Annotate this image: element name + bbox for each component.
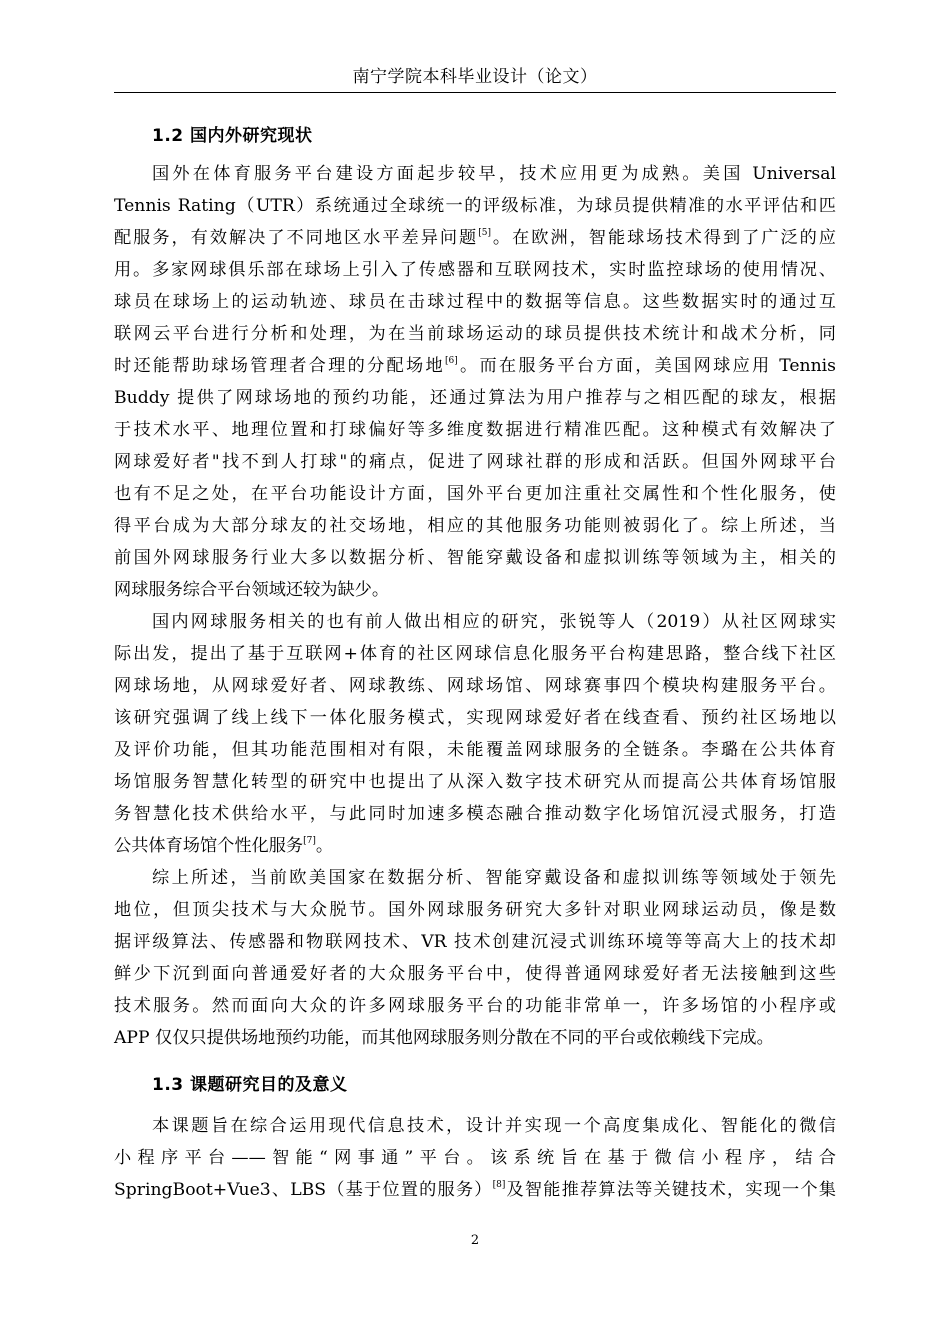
paragraph-line <box>114 675 836 697</box>
text-run: 前国外网球服务行业大多以数据分析、智能穿戴设备和虚拟训练等领域为主，相关的 <box>114 548 836 568</box>
citation-marker: [7] <box>303 836 316 846</box>
paragraph-line <box>114 739 836 761</box>
text-run: APP 仅仅只提供场地预约功能，而其他网球服务则分散在不同的平台或依赖线下完成。 <box>114 1028 774 1048</box>
text-run: 用。多家网球俱乐部在球场上引入了传感器和互联网技术，实时监控球场的使用情况、 <box>114 260 836 280</box>
paragraph-line <box>114 259 836 281</box>
text-run: 联网云平台进行分析和处理，为在当前球场运动的球员提供技术统计和战术分析，同 <box>114 324 836 344</box>
paragraph-line <box>114 579 836 601</box>
paragraph-line <box>114 355 836 377</box>
page-number: 2 <box>470 1233 480 1248</box>
text-run: 场馆服务智慧化转型的研究中也提出了从深入数字技术研究从而提高公共体育场馆服 <box>114 772 836 792</box>
text-run: Tennis Rating（UTR）系统通过全球统一的评级标准，为球员提供精准的水平评估和匹 <box>114 196 836 216</box>
text-run: 及智能推荐算法等关键技术，实现一个集 <box>505 1180 836 1200</box>
paragraph-line <box>114 547 836 569</box>
header-rule <box>114 92 836 93</box>
section-heading-1-3: 1.3 课题研究目的及意义 <box>152 1075 348 1095</box>
paragraph-line <box>152 867 836 889</box>
paragraph-line <box>114 323 836 345</box>
running-header: 南宁学院本科毕业设计（论文） <box>352 67 598 87</box>
text-run: 配服务，有效解决了不同地区水平差异问题 <box>114 228 479 248</box>
text-run: 小程序平台——智能“网事通”平台。该系统旨在基于微信小程序，结合 <box>114 1148 836 1168</box>
paragraph-line <box>114 1027 836 1049</box>
paragraph-line <box>114 419 836 441</box>
text-run: 得平台成为大部分球友的社交场地，相应的其他服务功能则被弱化了。综上所述，当 <box>114 516 836 536</box>
paragraph-line <box>114 803 836 825</box>
paragraph-line <box>114 707 836 729</box>
text-run: 也有不足之处，在平台功能设计方面，国外平台更加注重社交属性和个性化服务，使 <box>114 484 836 504</box>
paragraph-line <box>114 899 836 921</box>
text-run: 际出发，提出了基于互联网+体育的社区网球信息化服务平台构建思路，整合线下社区 <box>114 644 836 664</box>
citation-marker: [6] <box>444 356 458 366</box>
text-run: 网球爱好者"找不到人打球"的痛点，促进了网球社群的形成和活跃。但国外网球平台 <box>114 452 836 472</box>
paragraph-line <box>152 1115 836 1137</box>
text-run: 国内网球服务相关的也有前人做出相应的研究，张锐等人（2019）从社区网球实 <box>152 612 836 632</box>
text-run: 于技术水平、地理位置和打球偏好等多维度数据进行精准匹配。这种模式有效解决了 <box>114 420 836 440</box>
text-run: 该研究强调了线上线下一体化服务模式，实现网球爱好者在线查看、预约社区场地以 <box>114 708 836 728</box>
paragraph-line <box>152 611 836 633</box>
text-run: 网球服务综合平台领域还较为缺少。 <box>114 580 390 600</box>
citation-marker: [5] <box>478 228 491 238</box>
paragraph-line <box>114 483 836 505</box>
text-run: Buddy 提供了网球场地的预约功能，还通过算法为用户推荐与之相匹配的球友，根据 <box>114 388 836 408</box>
paragraph-line <box>114 451 836 473</box>
paragraph-line <box>114 291 836 313</box>
text-run: 据评级算法、传感器和物联网技术、VR 技术创建沉浸式训练环境等等高大上的技术却 <box>114 932 836 952</box>
text-run: SpringBoot+Vue3、LBS（基于位置的服务） <box>114 1180 493 1200</box>
paragraph-line <box>114 643 836 665</box>
text-run: 网球场地，从网球爱好者、网球教练、网球场馆、网球赛事四个模块构建服务平台。 <box>114 676 836 696</box>
text-run: 综上所述，当前欧美国家在数据分析、智能穿戴设备和虚拟训练等领域处于领先 <box>152 868 836 888</box>
text-run: 国外在体育服务平台建设方面起步较早，技术应用更为成熟。美国 Universal <box>152 164 836 184</box>
paragraph-line <box>152 163 836 185</box>
citation-marker: [8] <box>492 1180 506 1190</box>
text-run: 。在欧洲，智能球场技术得到了广泛的应 <box>490 228 836 248</box>
paragraph-line <box>114 1147 836 1169</box>
paragraph-line <box>114 995 836 1017</box>
text-run: 本课题旨在综合运用现代信息技术，设计并实现一个高度集成化、智能化的微信 <box>152 1116 836 1136</box>
paragraph-line <box>114 227 836 249</box>
paragraph-line <box>114 387 836 409</box>
text-run: 公共体育场馆个性化服务 <box>114 836 304 856</box>
section-heading-1-2: 1.2 国内外研究现状 <box>152 126 313 146</box>
text-run: 地位，但顶尖技术与大众脱节。国外网球服务研究大多针对职业网球运动员，像是数 <box>114 900 836 920</box>
paragraph-line <box>114 931 836 953</box>
text-run: 。而在服务平台方面，美国网球应用 Tennis <box>457 356 836 376</box>
text-run: 鲜少下沉到面向普通爱好者的大众服务平台中，使得普通网球爱好者无法接触到这些 <box>114 964 836 984</box>
text-run: 球员在球场上的运动轨迹、球员在击球过程中的数据等信息。这些数据实时的通过互 <box>114 292 836 312</box>
paragraph-line <box>114 963 836 985</box>
paragraph-line <box>114 515 836 537</box>
text-run: 务智慧化技术供给水平，与此同时加速多模态融合推动数字化场馆沉浸式服务，打造 <box>114 804 836 824</box>
paragraph-line <box>114 835 836 857</box>
paragraph-line <box>114 771 836 793</box>
text-run: 及评价功能，但其功能范围相对有限，未能覆盖网球服务的全链条。李璐在公共体育 <box>114 740 836 760</box>
text-run: 技术服务。然而面向大众的许多网球服务平台的功能非常单一，许多场馆的小程序或 <box>114 996 836 1016</box>
text-run: 。 <box>315 836 334 856</box>
paragraph-line <box>114 195 836 217</box>
text-run: 时还能帮助球场管理者合理的分配场地 <box>114 356 445 376</box>
paragraph-line <box>114 1179 836 1201</box>
